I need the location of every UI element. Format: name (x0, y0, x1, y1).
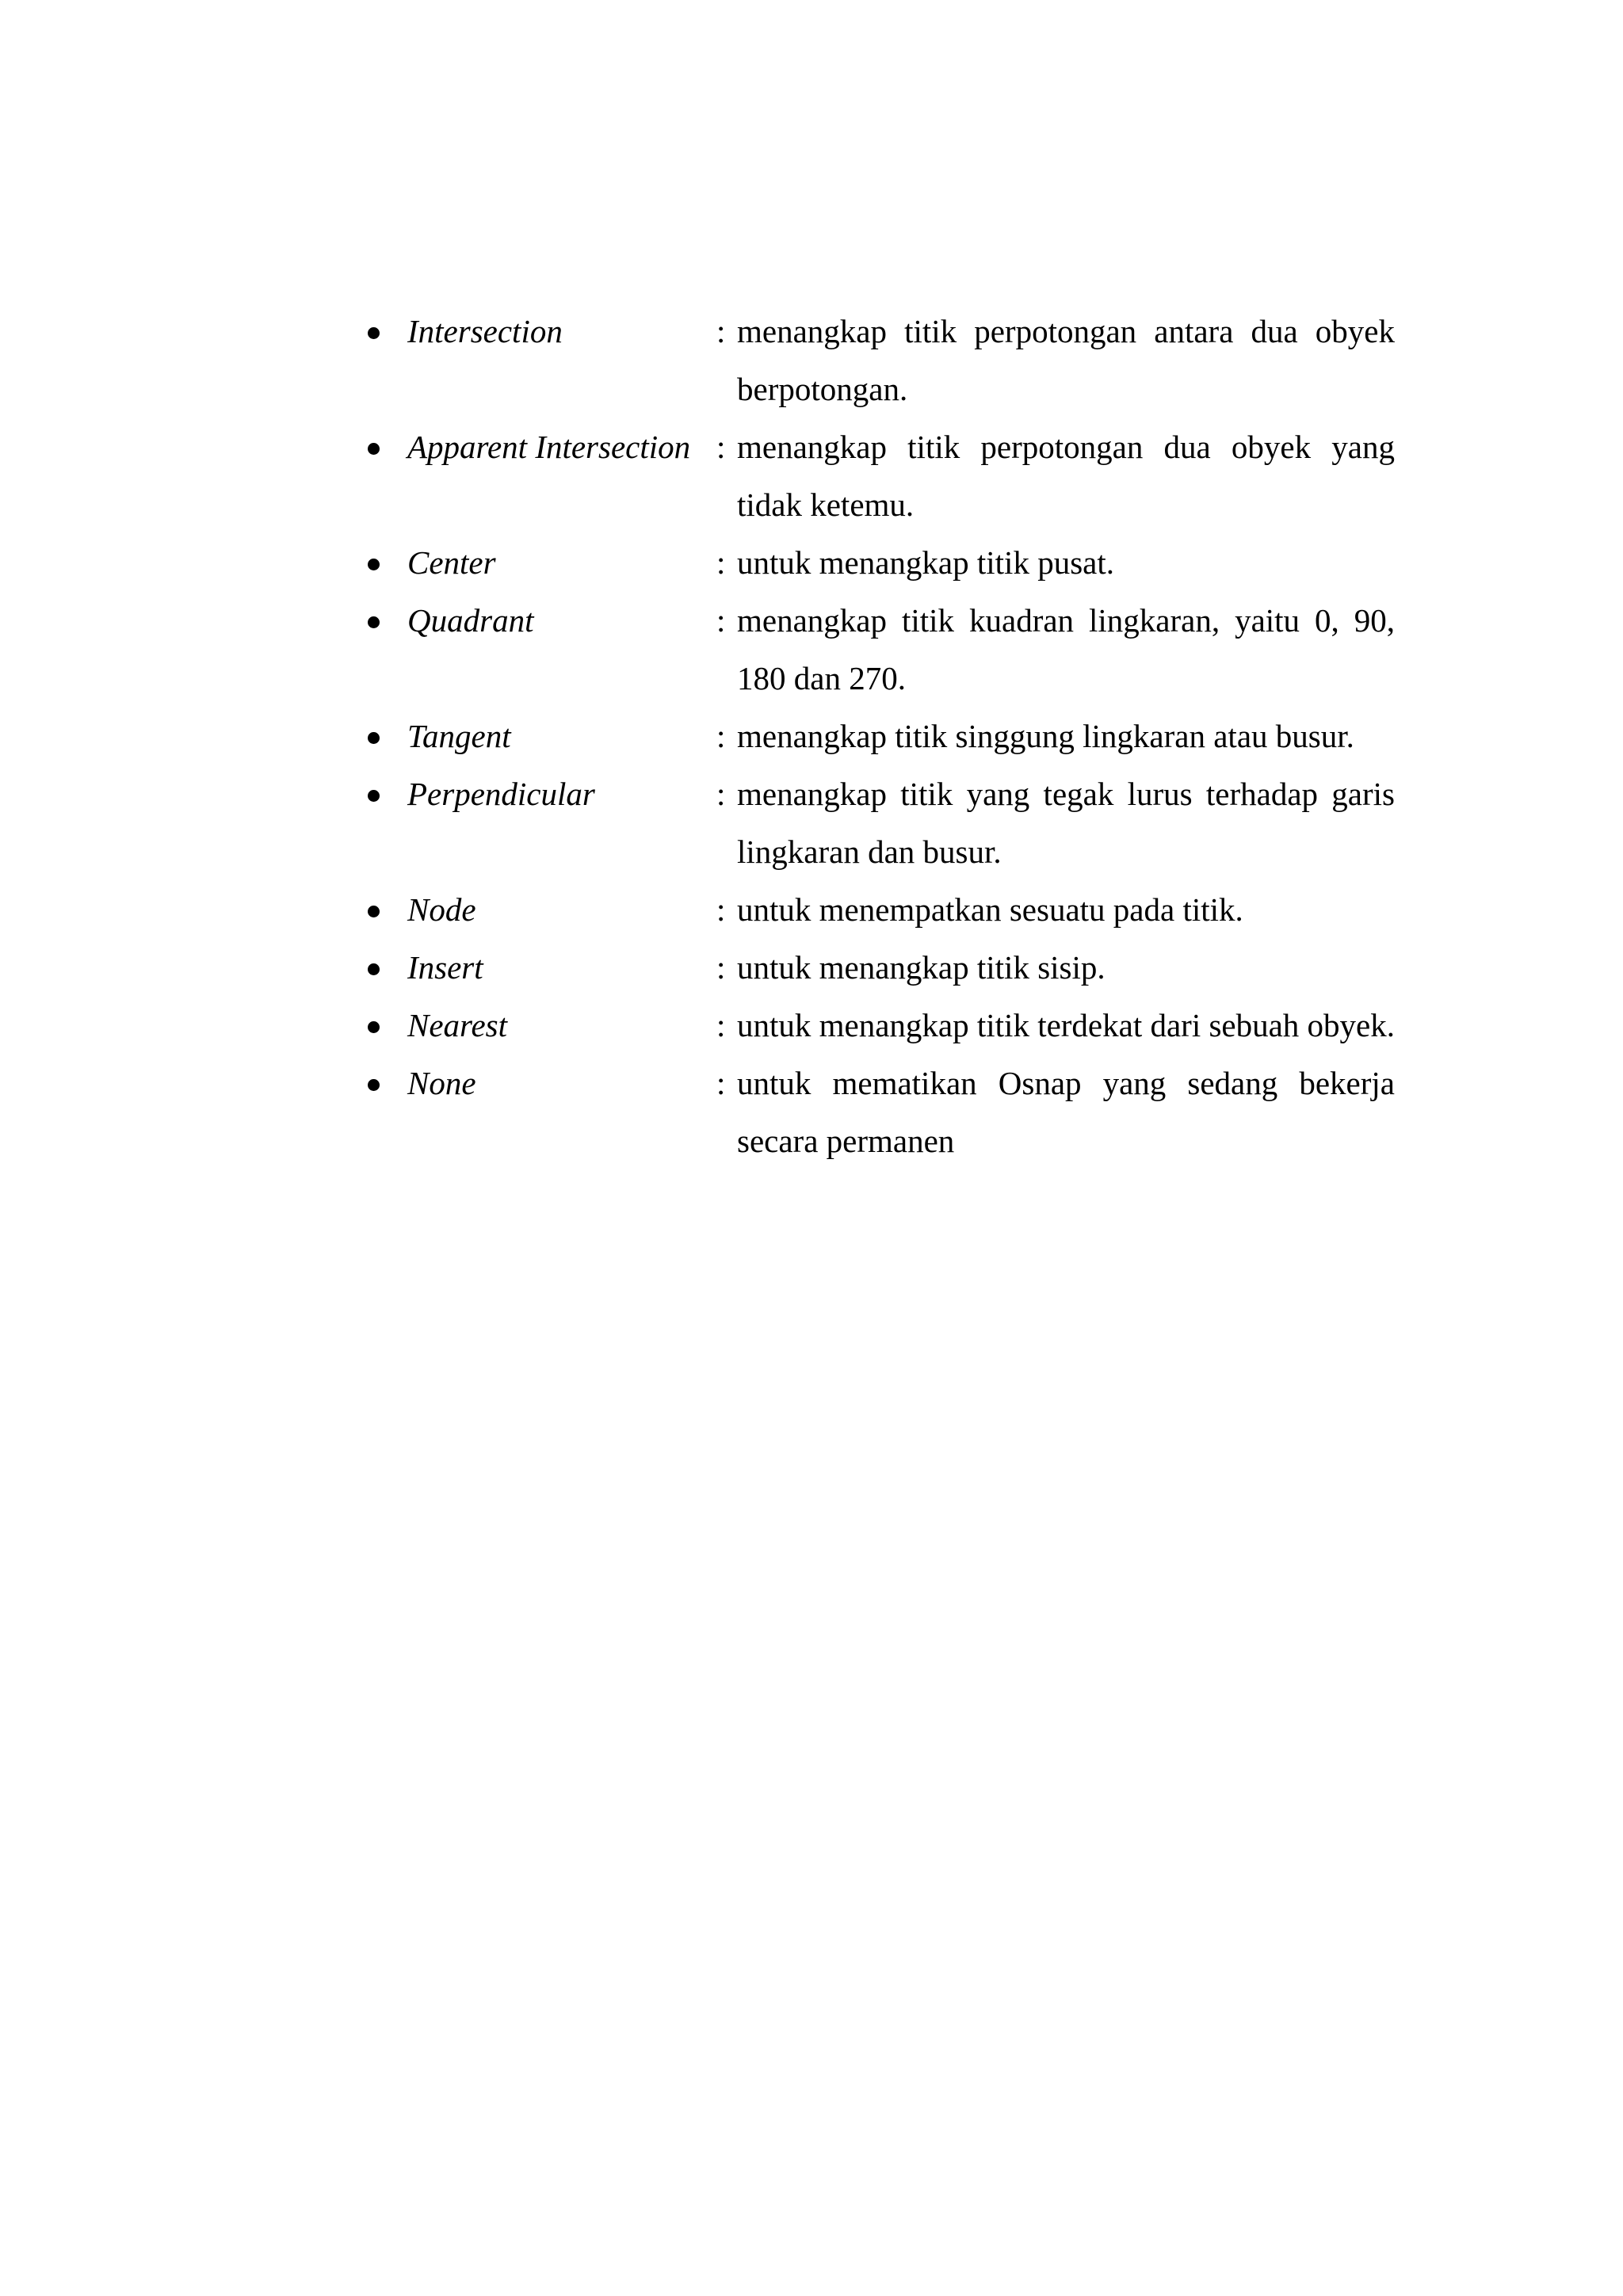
separator: : (716, 1007, 726, 1043)
description: untuk mematikan Osnap yang sedang bekerja secara permanen (737, 1065, 1395, 1159)
description: menangkap titik kuadran lingkaran, yaitu 0, 90, 180 dan 270. (737, 602, 1395, 696)
osnap-definition-list (363, 303, 1396, 1170)
description: untuk menangkap titik sisip. (737, 949, 1106, 986)
list-item (363, 765, 1393, 881)
bullet-icon (363, 881, 407, 939)
list-item (363, 303, 1393, 418)
term: Intersection (407, 313, 563, 349)
bullet-icon (363, 592, 407, 650)
list-item (363, 707, 1393, 765)
description: menangkap titik yang tegak lurus terhadap garis lingkaran dan busur. (737, 776, 1395, 870)
list-item (363, 997, 1396, 1055)
bullet-icon (363, 939, 407, 997)
term: None (407, 1065, 476, 1101)
description: untuk menangkap titik pusat. (737, 544, 1114, 581)
term: Apparent Intersection (407, 429, 691, 465)
bullet-icon (363, 534, 407, 592)
list-item (363, 534, 1393, 592)
separator: : (716, 544, 726, 581)
separator: : (716, 429, 726, 465)
separator: : (716, 1065, 726, 1101)
separator: : (716, 776, 726, 812)
term: Perpendicular (407, 776, 595, 812)
term: Insert (407, 949, 483, 986)
bullet-icon (363, 303, 407, 360)
list-item (363, 939, 1393, 997)
description: menangkap titik perpotongan antara dua obyek berpotongan. (737, 313, 1395, 407)
separator: : (716, 313, 726, 349)
bullet-icon (363, 765, 407, 823)
separator: : (716, 602, 726, 639)
term: Center (407, 544, 496, 581)
list-item (363, 418, 1393, 534)
separator: : (716, 949, 726, 986)
list-item (363, 881, 1393, 939)
separator: : (716, 718, 726, 754)
bullet-icon (363, 707, 407, 765)
term: Quadrant (407, 602, 534, 639)
separator: : (716, 891, 726, 928)
list-item (363, 592, 1393, 707)
bullet-icon (363, 997, 407, 1055)
list-item (363, 1055, 1393, 1170)
description: menangkap titik perpotongan dua obyek yang tidak ketemu. (737, 429, 1395, 523)
bullet-icon (363, 1055, 407, 1112)
description: untuk menangkap titik terdekat dari sebuah obyek. (737, 1007, 1396, 1043)
term: Node (407, 891, 476, 928)
description: untuk menempatkan sesuatu pada titik. (737, 891, 1243, 928)
bullet-icon (363, 418, 407, 476)
term: Tangent (407, 718, 511, 754)
term: Nearest (407, 1007, 508, 1043)
description: menangkap titik singgung lingkaran atau busur. (737, 718, 1354, 754)
